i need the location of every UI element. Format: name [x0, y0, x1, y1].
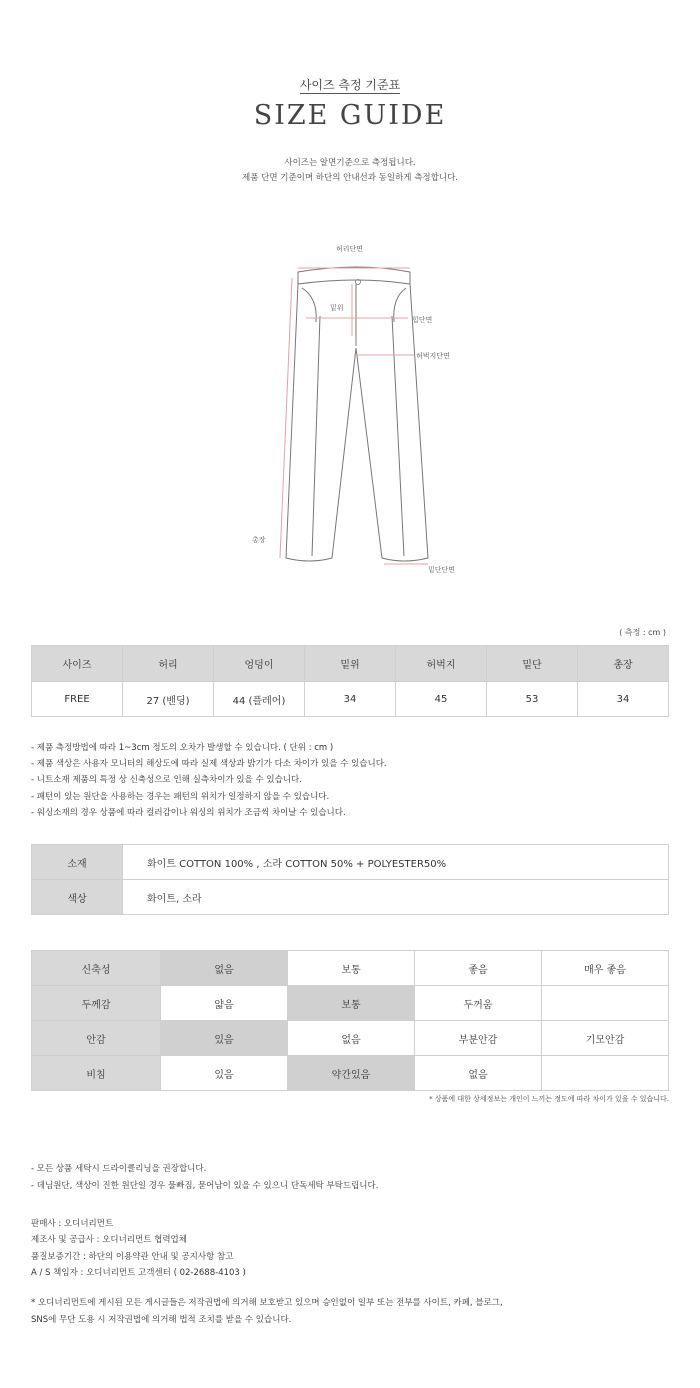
right-pocket — [394, 288, 406, 322]
length-label: 총장 — [252, 536, 266, 544]
color-value: 화이트, 소라 — [123, 880, 669, 915]
color-label: 색상 — [32, 880, 123, 915]
table-cell: 53 — [487, 682, 578, 717]
waistband-outline — [298, 267, 410, 284]
left-crease — [312, 316, 320, 556]
feel-option-selected: 약간있음 — [288, 1056, 415, 1091]
intro-line: 제품 단면 기준이며 하단의 안내선과 동일하게 측정합니다. — [242, 173, 458, 183]
feel-option: 얇음 — [161, 986, 288, 1021]
table-cell: 34 — [305, 682, 396, 717]
material-table — [31, 844, 669, 915]
table-cell: 27 (밴딩) — [123, 682, 214, 717]
wash-line: - 모든 상품 세탁시 드라이클리닝을 권장합니다. — [31, 1164, 207, 1174]
table-row — [32, 845, 669, 880]
measurement-notes — [31, 740, 387, 821]
thigh-label: 허벅지단면 — [416, 352, 450, 360]
header-cell: 허벅지 — [396, 646, 487, 682]
pants-outline — [286, 284, 428, 561]
pants-measurement-diagram — [240, 238, 480, 578]
seller-line: 품질보증기간 : 하단의 이용약관 안내 및 공지사항 참고 — [31, 1251, 234, 1262]
table-cell: 44 (플레어) — [214, 682, 305, 717]
header-cell: 밑위 — [305, 646, 396, 682]
feel-label: 비침 — [32, 1056, 161, 1091]
left-pocket — [302, 288, 316, 322]
feel-option: 매우 좋음 — [542, 951, 669, 986]
feel-option-selected: 있음 — [161, 1021, 288, 1056]
wash-notes — [31, 1161, 378, 1194]
right-crease — [392, 316, 404, 556]
length-guide — [280, 278, 292, 558]
note-line: - 제품 측정방법에 따라 1~3cm 정도의 오차가 발생할 수 있습니다. ( 단위 : cm ) — [31, 743, 334, 753]
intro-text — [0, 156, 700, 186]
feel-option: 있음 — [161, 1056, 288, 1091]
wash-line: - 데님원단, 색상이 진한 원단일 경우 물빠짐, 묻어남이 있을 수 있으니 단독세탁 부탁드립니다. — [31, 1180, 379, 1191]
feel-option — [542, 1056, 669, 1091]
copyright-line: * 오디너리먼트에 게시된 모든 게시글들은 저작권법에 의거해 보호받고 있으며 승인없이 일부 또는 전부를 사이트, 카페, 블로그, — [31, 1298, 503, 1308]
feel-label: 신축성 — [32, 951, 161, 986]
header-cell: 엉덩이 — [214, 646, 305, 682]
table-row — [32, 682, 669, 717]
feel-option: 기모안감 — [542, 1021, 669, 1056]
feel-option: 없음 — [415, 1056, 542, 1091]
size-guide-subtitle: 사이즈 측정 기준표 — [299, 78, 401, 92]
material-value: 화이트 COTTON 100% , 소라 COTTON 50% + POLYESTER50% — [123, 845, 669, 880]
fabric-feel-table — [31, 950, 669, 1091]
feel-label: 안감 — [32, 1021, 161, 1056]
feel-option: 보통 — [288, 951, 415, 986]
header-cell: 사이즈 — [32, 646, 123, 682]
table-cell: 45 — [396, 682, 487, 717]
material-label: 소재 — [32, 845, 123, 880]
note-line: - 워싱소재의 경우 상품에 따라 컬러감이나 워싱의 위치가 조금씩 차이날 수 있습니다. — [31, 807, 346, 818]
feel-option: 부분안감 — [415, 1021, 542, 1056]
feel-note: * 상품에 대한 상세정보는 개인이 느끼는 정도에 따라 차이가 있을 수 있습니다. — [429, 1095, 669, 1103]
header-cell: 총장 — [578, 646, 669, 682]
feel-option — [542, 986, 669, 1021]
copyright-line: SNS에 무단 도용 시 저작권법에 의거해 법적 조치를 받을 수 있습니다. — [31, 1314, 292, 1325]
table-row — [32, 1056, 669, 1091]
header-cell: 밑단 — [487, 646, 578, 682]
table-row — [32, 951, 669, 986]
feel-option: 두꺼움 — [415, 986, 542, 1021]
seller-info — [31, 1216, 246, 1281]
seller-line: A / S 책임자 : 오디너리먼트 고객센터 ( 02-2688-4103 ) — [31, 1267, 246, 1278]
table-cell: FREE — [32, 682, 123, 717]
hem-label: 밑단단면 — [428, 566, 456, 574]
intro-line: 사이즈는 알면기준으로 측정됩니다. — [284, 158, 416, 168]
table-row — [32, 986, 669, 1021]
table-row — [32, 1021, 669, 1056]
feel-option: 없음 — [288, 1021, 415, 1056]
feel-label: 두께감 — [32, 986, 161, 1021]
feel-option-selected: 보통 — [288, 986, 415, 1021]
table-cell: 34 — [578, 682, 669, 717]
rise-label: 밑위 — [330, 304, 344, 312]
hip-label: 힙단면 — [412, 316, 433, 324]
feel-option-selected: 없음 — [161, 951, 288, 986]
copyright-notice — [31, 1295, 503, 1328]
note-line: - 제품 색상은 사용자 모니터의 해상도에 따라 실제 색상과 밝기가 다소 차이가 있을 수 있습니다. — [31, 759, 387, 770]
size-table-header — [32, 646, 669, 682]
seller-line: 판매사 : 오디너리먼트 — [31, 1219, 114, 1229]
note-line: - 패턴이 있는 원단을 사용하는 경우는 패턴의 위치가 일정하지 않을 수 있습니다. — [31, 791, 330, 802]
note-line: - 니트소재 제품의 특정 상 신축성으로 인해 실측차이가 있을 수 있습니다. — [31, 775, 302, 786]
size-table — [31, 645, 669, 717]
unit-note: ( 측정 : cm ) — [619, 628, 666, 637]
measure-guides — [280, 268, 428, 564]
table-row — [32, 880, 669, 915]
page-title: SIZE GUIDE — [253, 100, 447, 131]
header-cell: 허리 — [123, 646, 214, 682]
seller-line: 제조사 및 공급사 : 오디너리먼트 협력업체 — [31, 1235, 187, 1246]
feel-option: 좋음 — [415, 951, 542, 986]
waist-label: 허리단면 — [336, 245, 364, 253]
